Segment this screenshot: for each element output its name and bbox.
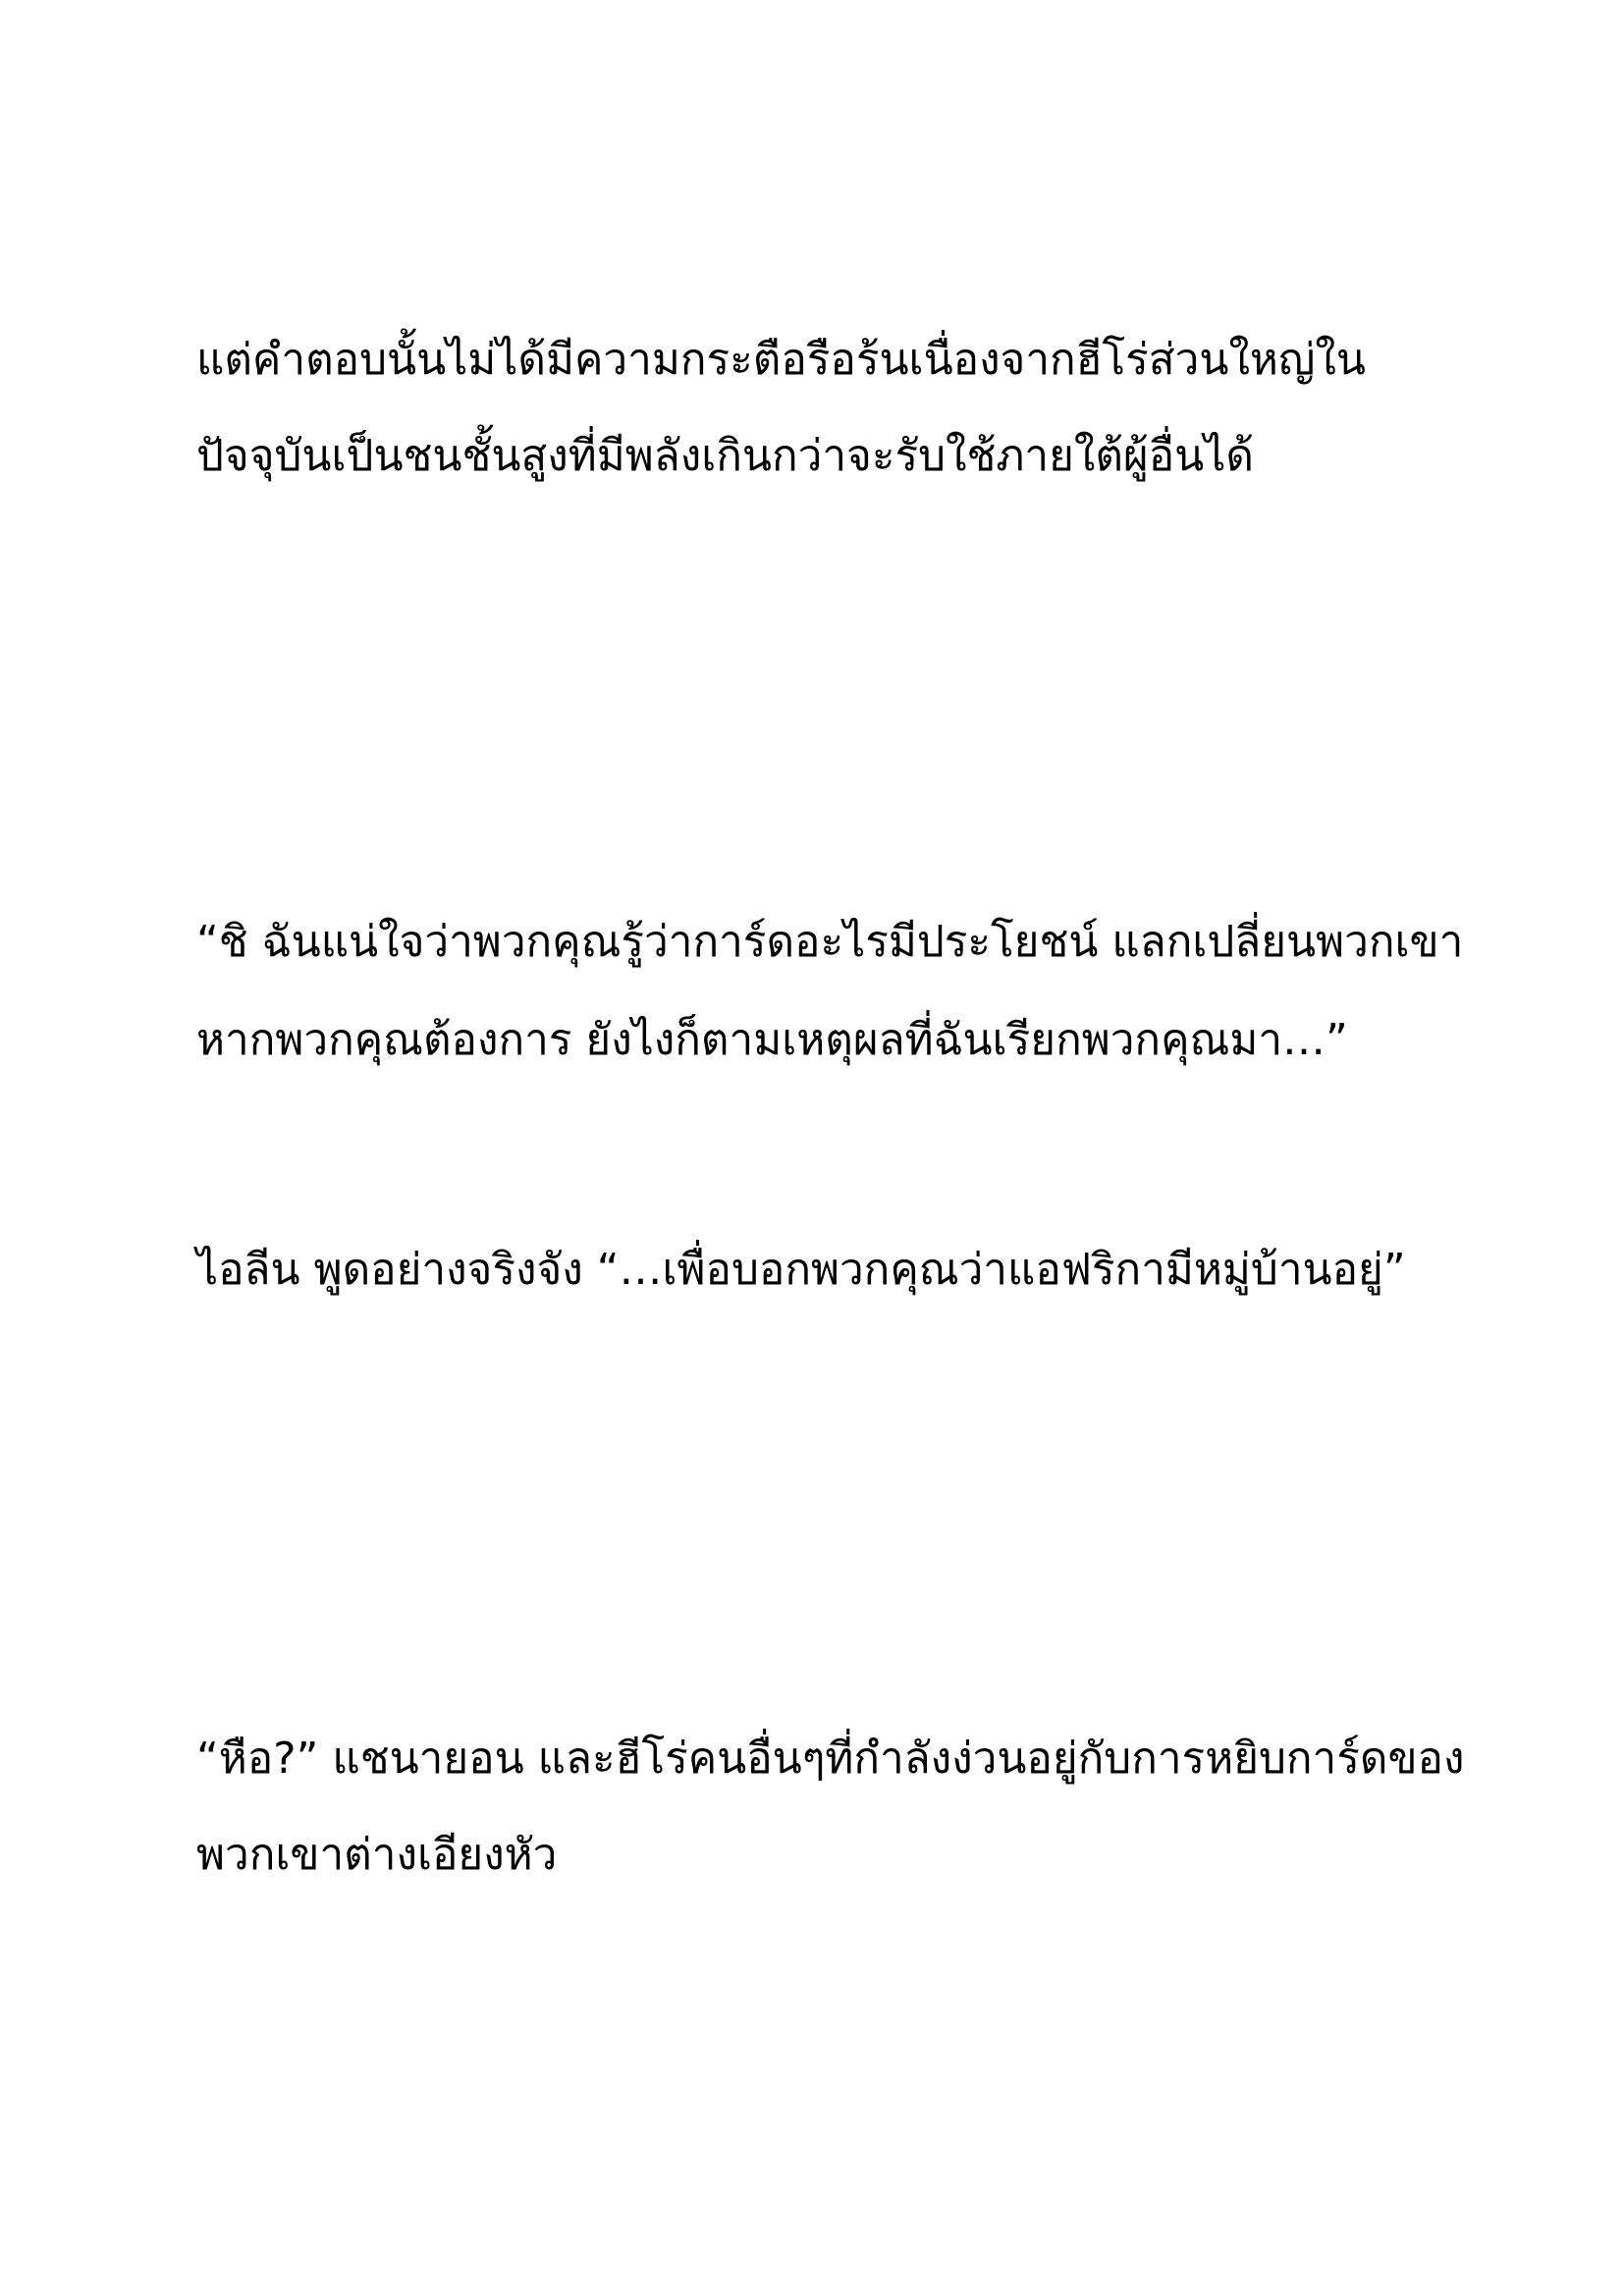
paragraph-2-line-2: หากพวกคุณต้องการ ยังไงก็ตามเหตุผลที่ฉันเรียกพวกคุณมา…” (196, 1015, 1348, 1065)
paragraph-4-line-2: พวกเขาต่างเอียงหัว (196, 1830, 558, 1880)
paragraph-4-line-1: “หือ?” แชนายอน และฮีโร่คนอื่นๆที่กำลังง่วนอยู่กับการหยิบการ์ดของ (196, 1734, 1465, 1784)
paragraph-2-line-1: “ชิ ฉันแน่ใจว่าพวกคุณรู้ว่าการ์ดอะไรมีประโยชน์ แลกเปลี่ยนพวกเขา (196, 917, 1464, 967)
paragraph-1-line-2: ปัจจุบันเป็นชนชั้นสูงที่มีพลังเกินกว่าจะรับใช้ภายใต้ผู้อื่นได้ (196, 431, 1254, 481)
paragraph-1-line-1: แต่คำตอบนั้นไม่ได้มีความกระตือรือร้นเนื่องจากฮีโร่ส่วนใหญ่ใน (196, 335, 1366, 385)
paragraph-3-line-1: ไอลีน พูดอย่างจริงจัง “…เพื่อบอกพวกคุณว่าแอฟริกามีหมู่บ้านอยู่” (196, 1245, 1406, 1295)
